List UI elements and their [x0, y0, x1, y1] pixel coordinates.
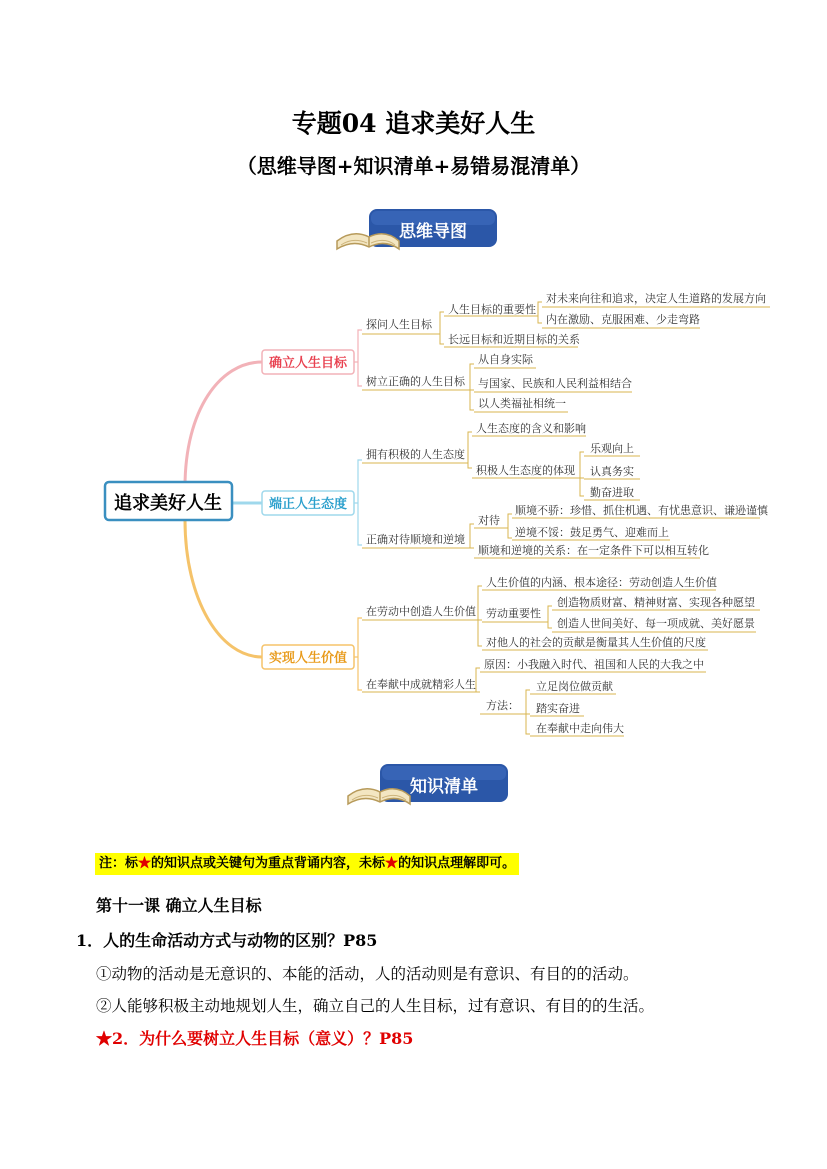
knowledge-banner	[344, 760, 514, 820]
node-n6b1: 立足岗位做贡献	[536, 680, 613, 693]
node-n1b: 长远目标和近期目标的关系	[448, 333, 580, 346]
node-n4a1: 顺境不骄：珍惜、抓住机遇、有忧患意识、谦逊谨慎	[515, 504, 768, 517]
node-n5c: 对他人的社会的贡献是衡量其人生价值的尺度	[486, 636, 706, 649]
node-n2a: 从自身实际	[478, 353, 533, 366]
node-n6b2: 踏实奋进	[536, 702, 580, 715]
node-n4a: 对待	[478, 514, 500, 527]
lesson-heading: 第十一课 确立人生目标	[96, 896, 262, 915]
node-n1a: 人生目标的重要性	[448, 303, 536, 316]
branch-attitude-label: 端正人生态度	[268, 497, 348, 512]
star-icon: ★	[385, 856, 399, 871]
node-n1a1: 对未来向往和追求，决定人生道路的发展方向	[546, 292, 766, 305]
node-n5b2: 创造人世间美好、每一项成就、美好愿景	[557, 617, 755, 630]
knowledge-banner-label: 知识清单	[410, 777, 478, 797]
branch-goal-label: 确立人生目标	[268, 356, 348, 371]
node-n3b1: 乐观向上	[590, 442, 634, 455]
node-n4b: 顺境和逆境的关系：在一定条件下可以相互转化	[478, 544, 709, 557]
branch-attitude	[262, 491, 354, 515]
node-n2c: 以人类福祉相统一	[478, 397, 566, 410]
node-n2: 树立正确的人生目标	[366, 375, 465, 388]
branch-value	[262, 645, 354, 669]
question-1: 1．人的生命活动方式与动物的区别？P85	[76, 931, 378, 950]
node-n2b: 与国家、民族和人民利益相结合	[478, 377, 632, 390]
note-highlight	[95, 853, 519, 875]
node-n3b: 积极人生态度的体现	[476, 464, 575, 477]
node-n1: 探问人生目标	[366, 318, 432, 331]
node-n3b2: 认真务实	[590, 465, 634, 478]
node-n3a: 人生态度的含义和影响	[476, 422, 586, 435]
node-n6: 在奉献中成就精彩人生	[366, 678, 476, 691]
node-n4: 正确对待顺境和逆境	[366, 533, 465, 546]
node-n3: 拥有积极的人生态度	[366, 448, 465, 461]
answer-1-point-2: ②人能够积极主动地规划人生，确立自己的人生目标，过有意识、有目的的生活。	[96, 997, 655, 1015]
node-n5: 在劳动中创造人生价值	[366, 605, 476, 618]
node-n1a2: 内在激励、克服困难、少走弯路	[546, 313, 700, 326]
answer-1-point-1: ①动物的活动是无意识的、本能的活动，人的活动则是有意识、有目的的活动。	[96, 965, 639, 983]
node-n5a: 人生价值的内涵、根本途径：劳动创造人生价值	[486, 576, 717, 589]
node-n5b1: 创造物质财富、精神财富、实现各种愿望	[557, 596, 755, 609]
node-n6b3: 在奉献中走向伟大	[536, 722, 624, 735]
node-n6b: 方法：	[486, 699, 519, 712]
star-icon: ★	[138, 856, 152, 871]
question-2: ★2．为什么要树立人生目标（意义）？P85	[96, 1029, 414, 1048]
page-title: 专题04 追求美好人生	[291, 109, 536, 138]
root-label: 追求美好人生	[114, 493, 222, 514]
branch-goal	[262, 350, 354, 374]
note-suffix: 的知识点理解即可。	[398, 856, 516, 871]
page-subtitle: （思维导图+知识清单+易错易混清单）	[236, 154, 591, 178]
mindmap-banner-label: 思维导图	[399, 222, 467, 242]
node-n3b3: 勤奋进取	[590, 486, 634, 499]
note-mid: 的知识点或关键句为重点背诵内容，未标	[151, 856, 386, 871]
branch-value-label: 实现人生价值	[268, 651, 348, 666]
node-n4a2: 逆境不馁：鼓足勇气、迎难而上	[515, 526, 669, 539]
node-n6a: 原因：小我融入时代、祖国和人民的大我之中	[484, 658, 704, 671]
note-prefix: 注：标	[99, 856, 139, 871]
node-n5b: 劳动重要性	[486, 607, 541, 620]
